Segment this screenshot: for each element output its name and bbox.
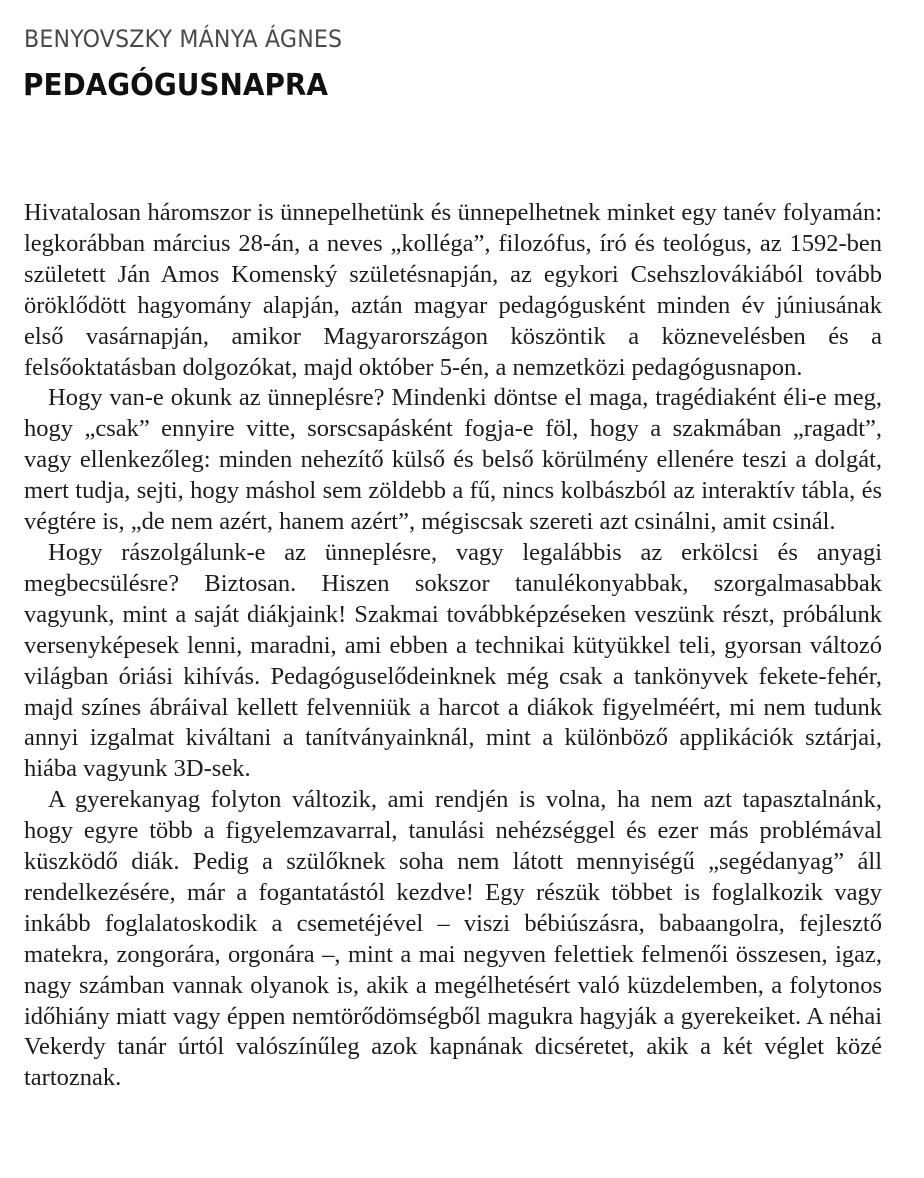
paragraph-3: Hogy rászolgálunk-e az ünneplésre, vagy legalábbis az erkölcsi és anyagi megbecsülésre? Biztosan. Hiszen sokszor tanulékonyabbak, szorgalmasabbak vagyunk, mint a saját diákjaink! Szakmai továbbképzéseken veszünk részt, próbálunk versenyképesek lenni, maradni, ami ebben a technikai kütyükkel teli, gyorsan változó világban óriási kihívás. Pedagóguselődeinknek még csak a tankönyvek fekete-fehér, majd színes ábráival kellett felvenniük a harcot a diákok figyelméért, mi nem tudunk annyi izgalmat kiváltani a tanítványainknál, mint a különböző applikációk sztárjai, hiába vagyunk 3D-sek. — [24, 538, 882, 783]
author-name: BENYOVSZKY MÁNYA ÁGNES — [24, 25, 343, 53]
article-body — [24, 198, 882, 1094]
paragraph-2: Hogy van-e okunk az ünneplésre? Mindenki döntse el maga, tragédiaként éli-e meg, hogy „csak” ennyire vitte, sorscsapásként fogja-e föl, hogy a szakmában „ragadt”, vagy ellenkezőleg: minden nehezítő külső és belső körülmény ellenére teszi a dolgát, mert tudja, sejti, hogy máshol sem zöldebb a fű, nincs kolbászból az interaktív tábla, és végtére is, „de nem azért, hanem azért”, mégiscsak szereti azt csinálni, amit csinál. — [24, 384, 882, 536]
article-title: PEDAGÓGUSNAPRA — [23, 68, 328, 103]
paragraph-1: Hivatalosan háromszor is ünnepelhetünk és ünnepelhetnek minket egy tanév folyamán: legkorábban március 28-án, a neves „kolléga”, filozófus, író és teológus, az 1592-ben született Ján Amos Komenský születésnapján, az egykori Csehszlovákiából tovább öröklődött hagyomány alapján, aztán magyar pedagógusként minden év júniusának első vasárnapján, amikor Magyarországon köszöntik a köznevelésben és a felsőoktatásban dolgozókat, majd október 5-én, a nemzetközi pedagógusnapon. — [24, 199, 882, 381]
paragraph-4: A gyerekanyag folyton változik, ami rendjén is volna, ha nem azt tapasztalnánk, hogy egyre több a figyelemzavarral, tanulási nehézséggel és ezer más problémával küszködő diák. Pedig a szülőknek soha nem látott mennyiségű „segédanyag” áll rendelkezésére, már a fogantatástól kezdve! Egy részük többet is foglalkozik vagy inkább foglalatoskodik a csemetéjével – viszi bébiúszásra, babaangolra, fejlesztő matekra, zongorára, orgonára –, mint a mai negyven felettiek felmenői összesen, igaz, nagy számban vannak olyanok is, akik a megélhetésért való küzdelemben, a folytonos időhiány miatt vagy éppen nemtörődömségből magukra hagyják a gyerekeiket. A néhai Vekerdy tanár úrtól valószínűleg azok kapnának dicséretet, akik a két véglet közé tartoznak. — [24, 786, 882, 1092]
